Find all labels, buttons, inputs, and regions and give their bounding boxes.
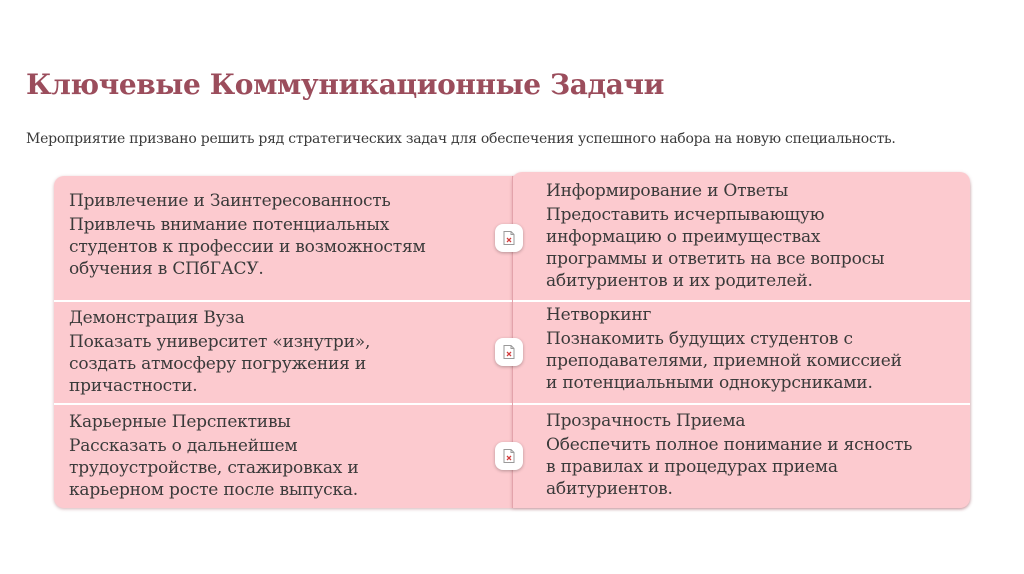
task-title: Демонстрация Вуза <box>69 308 245 328</box>
task-informing <box>546 180 884 292</box>
task-demonstration <box>69 307 370 397</box>
task-title: Информирование и Ответы <box>546 181 789 201</box>
task-title: Привлечение и Заинтересованность <box>69 191 391 211</box>
task-description: Показать университет «изнутри», создать атмосферу погружения и причастности. <box>69 332 371 396</box>
task-description: Рассказать о дальнейшем трудоустройстве, стажировках и карьерном росте после выпуска. <box>69 436 359 500</box>
page-title: Ключевые Коммуникационные Задачи <box>26 68 665 101</box>
task-transparency <box>546 410 912 500</box>
broken-image-icon <box>503 345 515 359</box>
broken-image-icon <box>495 338 523 366</box>
task-title: Карьерные Перспективы <box>69 412 291 432</box>
task-attraction <box>69 190 426 280</box>
tasks-card <box>54 176 970 508</box>
broken-image-icon <box>495 224 523 252</box>
task-networking <box>546 304 902 394</box>
task-title: Нетворкинг <box>546 305 652 325</box>
task-description: Познакомить будущих студентов с преподавателями, приемной комиссией и потенциальными однокурсниками. <box>546 329 902 393</box>
task-description: Обеспечить полное понимание и ясность в правилах и процедурах приема абитуриентов. <box>546 435 913 499</box>
task-title: Прозрачность Приема <box>546 411 746 431</box>
task-description: Привлечь внимание потенциальных студентов к профессии и возможностям обучения в СПбГАСУ. <box>69 215 426 279</box>
task-description: Предоставить исчерпывающую информацию о преимуществах программы и ответить на все вопросы абитуриентов и их родителей. <box>546 205 885 291</box>
broken-image-icon <box>503 449 515 463</box>
page-subtitle: Мероприятие призвано решить ряд стратегических задач для обеспечения успешного набора на новую специальность. <box>26 131 896 147</box>
broken-image-icon <box>503 231 515 245</box>
broken-image-icon <box>495 442 523 470</box>
task-career <box>69 411 359 501</box>
